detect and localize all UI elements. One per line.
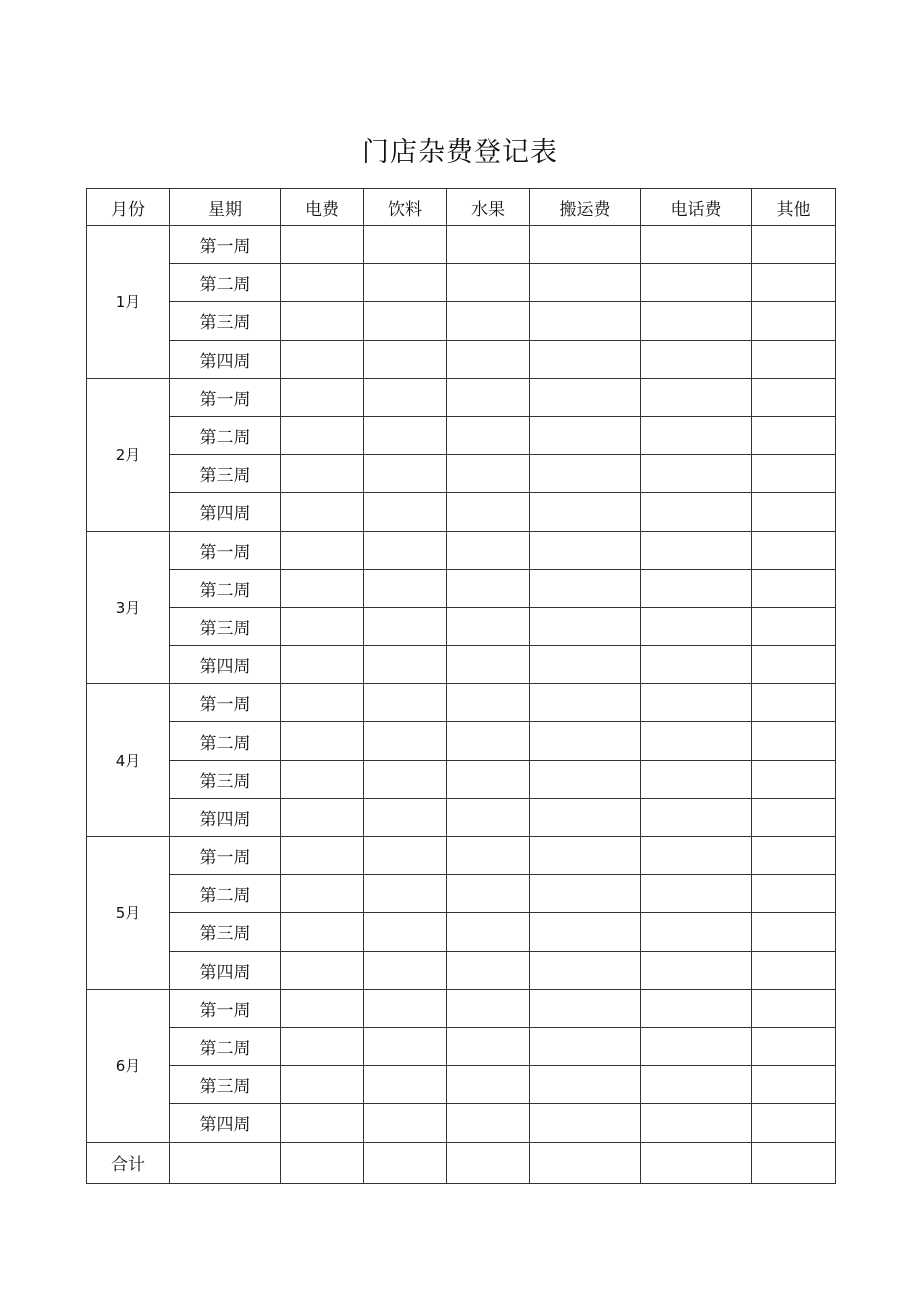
table-cell[interactable] — [752, 684, 836, 722]
table-cell[interactable] — [530, 646, 641, 684]
table-cell[interactable] — [281, 760, 364, 798]
table-cell[interactable] — [641, 378, 752, 416]
table-cell[interactable] — [447, 378, 530, 416]
table-cell[interactable] — [281, 837, 364, 875]
month-label — [87, 226, 170, 379]
table-cell[interactable] — [170, 1142, 281, 1183]
table-cell[interactable] — [641, 302, 752, 340]
table-cell[interactable] — [364, 340, 447, 378]
table-cell[interactable] — [752, 493, 836, 531]
table-cell[interactable] — [364, 378, 447, 416]
table-cell[interactable] — [752, 531, 836, 569]
month-label — [87, 837, 170, 990]
column-header-fruit: 水果 — [447, 189, 530, 226]
table-cell[interactable] — [530, 340, 641, 378]
table-cell[interactable] — [752, 989, 836, 1027]
table-cell[interactable] — [641, 989, 752, 1027]
table-row — [87, 837, 836, 875]
table-row — [87, 264, 836, 302]
table-cell[interactable] — [447, 493, 530, 531]
table-row — [87, 684, 836, 722]
table-cell[interactable] — [752, 951, 836, 989]
table-cell[interactable] — [364, 875, 447, 913]
table-cell[interactable] — [641, 646, 752, 684]
table-cell[interactable] — [364, 416, 447, 454]
table-cell[interactable] — [641, 722, 752, 760]
table-cell[interactable] — [530, 1104, 641, 1142]
table-cell[interactable] — [447, 1066, 530, 1104]
table-row — [87, 1027, 836, 1065]
table-cell[interactable] — [364, 226, 447, 264]
week-label: 第二周 — [170, 569, 281, 607]
table-cell[interactable] — [752, 607, 836, 645]
week-label: 第三周 — [170, 760, 281, 798]
table-row — [87, 302, 836, 340]
table-cell[interactable] — [447, 1142, 530, 1183]
table-cell[interactable] — [530, 875, 641, 913]
table-cell[interactable] — [752, 1027, 836, 1065]
month-label — [87, 989, 170, 1142]
table-cell[interactable] — [752, 455, 836, 493]
table-cell[interactable] — [752, 569, 836, 607]
table-cell[interactable] — [530, 1142, 641, 1183]
table-row — [87, 798, 836, 836]
table-cell[interactable] — [641, 340, 752, 378]
table-cell[interactable] — [281, 607, 364, 645]
table-cell[interactable] — [530, 416, 641, 454]
table-cell[interactable] — [447, 569, 530, 607]
table-cell[interactable] — [364, 455, 447, 493]
table-cell[interactable] — [641, 875, 752, 913]
month-label-text: 1月 — [115, 293, 141, 312]
table-cell[interactable] — [641, 837, 752, 875]
table-cell[interactable] — [364, 798, 447, 836]
week-label: 第一周 — [170, 531, 281, 569]
table-cell[interactable] — [447, 1104, 530, 1142]
month-label-text: 6月 — [115, 1057, 141, 1076]
table-row — [87, 531, 836, 569]
table-cell[interactable] — [447, 416, 530, 454]
table-cell[interactable] — [281, 416, 364, 454]
table-cell[interactable] — [364, 1066, 447, 1104]
week-label: 第四周 — [170, 798, 281, 836]
table-cell[interactable] — [530, 1066, 641, 1104]
table-cell[interactable] — [364, 569, 447, 607]
table-cell[interactable] — [447, 760, 530, 798]
table-row — [87, 378, 836, 416]
week-label: 第四周 — [170, 493, 281, 531]
table-cell[interactable] — [530, 1027, 641, 1065]
table-row — [87, 760, 836, 798]
table-cell[interactable] — [752, 837, 836, 875]
month-label — [87, 378, 170, 531]
table-cell[interactable] — [530, 493, 641, 531]
month-label-text: 3月 — [115, 598, 141, 617]
table-cell[interactable] — [364, 951, 447, 989]
table-cell[interactable] — [641, 226, 752, 264]
table-cell[interactable] — [364, 1027, 447, 1065]
week-label: 第三周 — [170, 607, 281, 645]
table-cell[interactable] — [752, 646, 836, 684]
total-row — [87, 1142, 836, 1183]
table-cell[interactable] — [281, 1142, 364, 1183]
table-row — [87, 951, 836, 989]
table-cell[interactable] — [752, 340, 836, 378]
table-cell[interactable] — [641, 798, 752, 836]
month-label — [87, 684, 170, 837]
week-label: 第四周 — [170, 646, 281, 684]
table-cell[interactable] — [364, 1104, 447, 1142]
table-cell[interactable] — [530, 226, 641, 264]
table-cell[interactable] — [641, 416, 752, 454]
table-cell[interactable] — [530, 684, 641, 722]
table-cell[interactable] — [752, 264, 836, 302]
table-row — [87, 1104, 836, 1142]
table-cell[interactable] — [364, 989, 447, 1027]
week-label: 第二周 — [170, 875, 281, 913]
table-cell[interactable] — [281, 226, 364, 264]
table-cell[interactable] — [752, 760, 836, 798]
table-cell[interactable] — [641, 760, 752, 798]
table-cell[interactable] — [641, 1104, 752, 1142]
week-label: 第一周 — [170, 226, 281, 264]
table-cell[interactable] — [447, 1027, 530, 1065]
table-cell[interactable] — [281, 493, 364, 531]
table-cell[interactable] — [752, 1142, 836, 1183]
table-cell[interactable] — [447, 531, 530, 569]
table-cell[interactable] — [530, 798, 641, 836]
table-cell[interactable] — [752, 378, 836, 416]
table-cell[interactable] — [364, 722, 447, 760]
week-label: 第四周 — [170, 1104, 281, 1142]
table-cell[interactable] — [447, 226, 530, 264]
week-label: 第三周 — [170, 455, 281, 493]
table-cell[interactable] — [447, 837, 530, 875]
table-cell[interactable] — [281, 455, 364, 493]
table-cell[interactable] — [641, 569, 752, 607]
table-cell[interactable] — [530, 569, 641, 607]
table-cell[interactable] — [641, 531, 752, 569]
table-cell[interactable] — [641, 1027, 752, 1065]
table-cell[interactable] — [281, 531, 364, 569]
table-row — [87, 340, 836, 378]
table-cell[interactable] — [447, 989, 530, 1027]
table-cell[interactable] — [447, 302, 530, 340]
table-cell[interactable] — [530, 378, 641, 416]
month-label-text: 2月 — [115, 446, 141, 465]
table-cell[interactable] — [530, 951, 641, 989]
table-cell[interactable] — [530, 264, 641, 302]
table-cell[interactable] — [364, 1142, 447, 1183]
table-cell[interactable] — [752, 416, 836, 454]
table-cell[interactable] — [641, 951, 752, 989]
month-label-text: 4月 — [115, 751, 141, 770]
table-cell[interactable] — [281, 1066, 364, 1104]
table-row — [87, 646, 836, 684]
table-cell[interactable] — [752, 1066, 836, 1104]
table-cell[interactable] — [447, 722, 530, 760]
table-cell[interactable] — [281, 1027, 364, 1065]
column-header-other: 其他 — [752, 189, 836, 226]
table-row — [87, 913, 836, 951]
table-cell[interactable] — [447, 875, 530, 913]
week-label: 第一周 — [170, 837, 281, 875]
month-label — [87, 531, 170, 684]
table-row — [87, 416, 836, 454]
table-cell[interactable] — [752, 722, 836, 760]
table-cell[interactable] — [447, 607, 530, 645]
table-row — [87, 569, 836, 607]
column-header-phone: 电话费 — [641, 189, 752, 226]
week-label: 第四周 — [170, 951, 281, 989]
table-cell[interactable] — [447, 913, 530, 951]
table-cell[interactable] — [447, 455, 530, 493]
table-cell[interactable] — [530, 302, 641, 340]
table-cell[interactable] — [364, 837, 447, 875]
week-label: 第二周 — [170, 264, 281, 302]
table-cell[interactable] — [752, 1104, 836, 1142]
table-cell[interactable] — [447, 798, 530, 836]
table-cell[interactable] — [281, 798, 364, 836]
column-header-moving: 搬运费 — [530, 189, 641, 226]
table-cell[interactable] — [281, 1104, 364, 1142]
table-cell[interactable] — [752, 875, 836, 913]
week-label: 第三周 — [170, 913, 281, 951]
total-label: 合计 — [87, 1142, 170, 1183]
table-cell[interactable] — [281, 569, 364, 607]
week-label: 第三周 — [170, 1066, 281, 1104]
table-cell[interactable] — [364, 760, 447, 798]
table-row — [87, 875, 836, 913]
table-cell[interactable] — [752, 913, 836, 951]
week-label: 第一周 — [170, 684, 281, 722]
table-cell[interactable] — [641, 607, 752, 645]
table-cell[interactable] — [641, 264, 752, 302]
table-cell[interactable] — [364, 264, 447, 302]
table-cell[interactable] — [281, 913, 364, 951]
table-cell[interactable] — [281, 875, 364, 913]
table-row — [87, 989, 836, 1027]
table-cell[interactable] — [641, 455, 752, 493]
table-cell[interactable] — [641, 1142, 752, 1183]
table-cell[interactable] — [752, 798, 836, 836]
table-cell[interactable] — [364, 913, 447, 951]
table-cell[interactable] — [530, 913, 641, 951]
month-label-text: 5月 — [115, 904, 141, 923]
week-label: 第四周 — [170, 340, 281, 378]
week-label: 第二周 — [170, 416, 281, 454]
week-label: 第一周 — [170, 378, 281, 416]
table-cell[interactable] — [364, 646, 447, 684]
table-row — [87, 1066, 836, 1104]
table-cell[interactable] — [752, 302, 836, 340]
table-cell[interactable] — [447, 684, 530, 722]
table-row — [87, 722, 836, 760]
table-row — [87, 493, 836, 531]
table-cell[interactable] — [364, 531, 447, 569]
table-cell[interactable] — [530, 531, 641, 569]
table-cell[interactable] — [752, 226, 836, 264]
table-cell[interactable] — [281, 378, 364, 416]
table-cell[interactable] — [447, 951, 530, 989]
table-cell[interactable] — [530, 760, 641, 798]
table-cell[interactable] — [364, 493, 447, 531]
week-label: 第一周 — [170, 989, 281, 1027]
column-header-electricity: 电费 — [281, 189, 364, 226]
expense-register-table — [86, 188, 836, 1184]
table-cell[interactable] — [364, 302, 447, 340]
table-cell[interactable] — [530, 989, 641, 1027]
page-title: 门店杂费登记表 — [362, 137, 558, 168]
table-cell[interactable] — [281, 264, 364, 302]
table-cell[interactable] — [641, 493, 752, 531]
table-row — [87, 226, 836, 264]
table-cell[interactable] — [530, 722, 641, 760]
table-cell[interactable] — [530, 607, 641, 645]
column-header-month: 月份 — [87, 189, 170, 226]
table-cell[interactable] — [281, 722, 364, 760]
table-cell[interactable] — [364, 607, 447, 645]
table-cell[interactable] — [530, 837, 641, 875]
table-cell[interactable] — [281, 646, 364, 684]
table-cell[interactable] — [281, 302, 364, 340]
table-cell[interactable] — [447, 264, 530, 302]
column-header-drinks: 饮料 — [364, 189, 447, 226]
table-cell[interactable] — [641, 1066, 752, 1104]
table-cell[interactable] — [641, 684, 752, 722]
table-cell[interactable] — [281, 340, 364, 378]
table-cell[interactable] — [281, 684, 364, 722]
table-cell[interactable] — [281, 989, 364, 1027]
table-row — [87, 607, 836, 645]
table-cell[interactable] — [364, 684, 447, 722]
table-cell[interactable] — [447, 646, 530, 684]
week-label: 第三周 — [170, 302, 281, 340]
week-label: 第二周 — [170, 1027, 281, 1065]
table-cell[interactable] — [641, 913, 752, 951]
header-row — [87, 189, 836, 226]
table-cell[interactable] — [447, 340, 530, 378]
table-cell[interactable] — [281, 951, 364, 989]
table-row — [87, 455, 836, 493]
column-header-week: 星期 — [170, 189, 281, 226]
week-label: 第二周 — [170, 722, 281, 760]
table-cell[interactable] — [530, 455, 641, 493]
